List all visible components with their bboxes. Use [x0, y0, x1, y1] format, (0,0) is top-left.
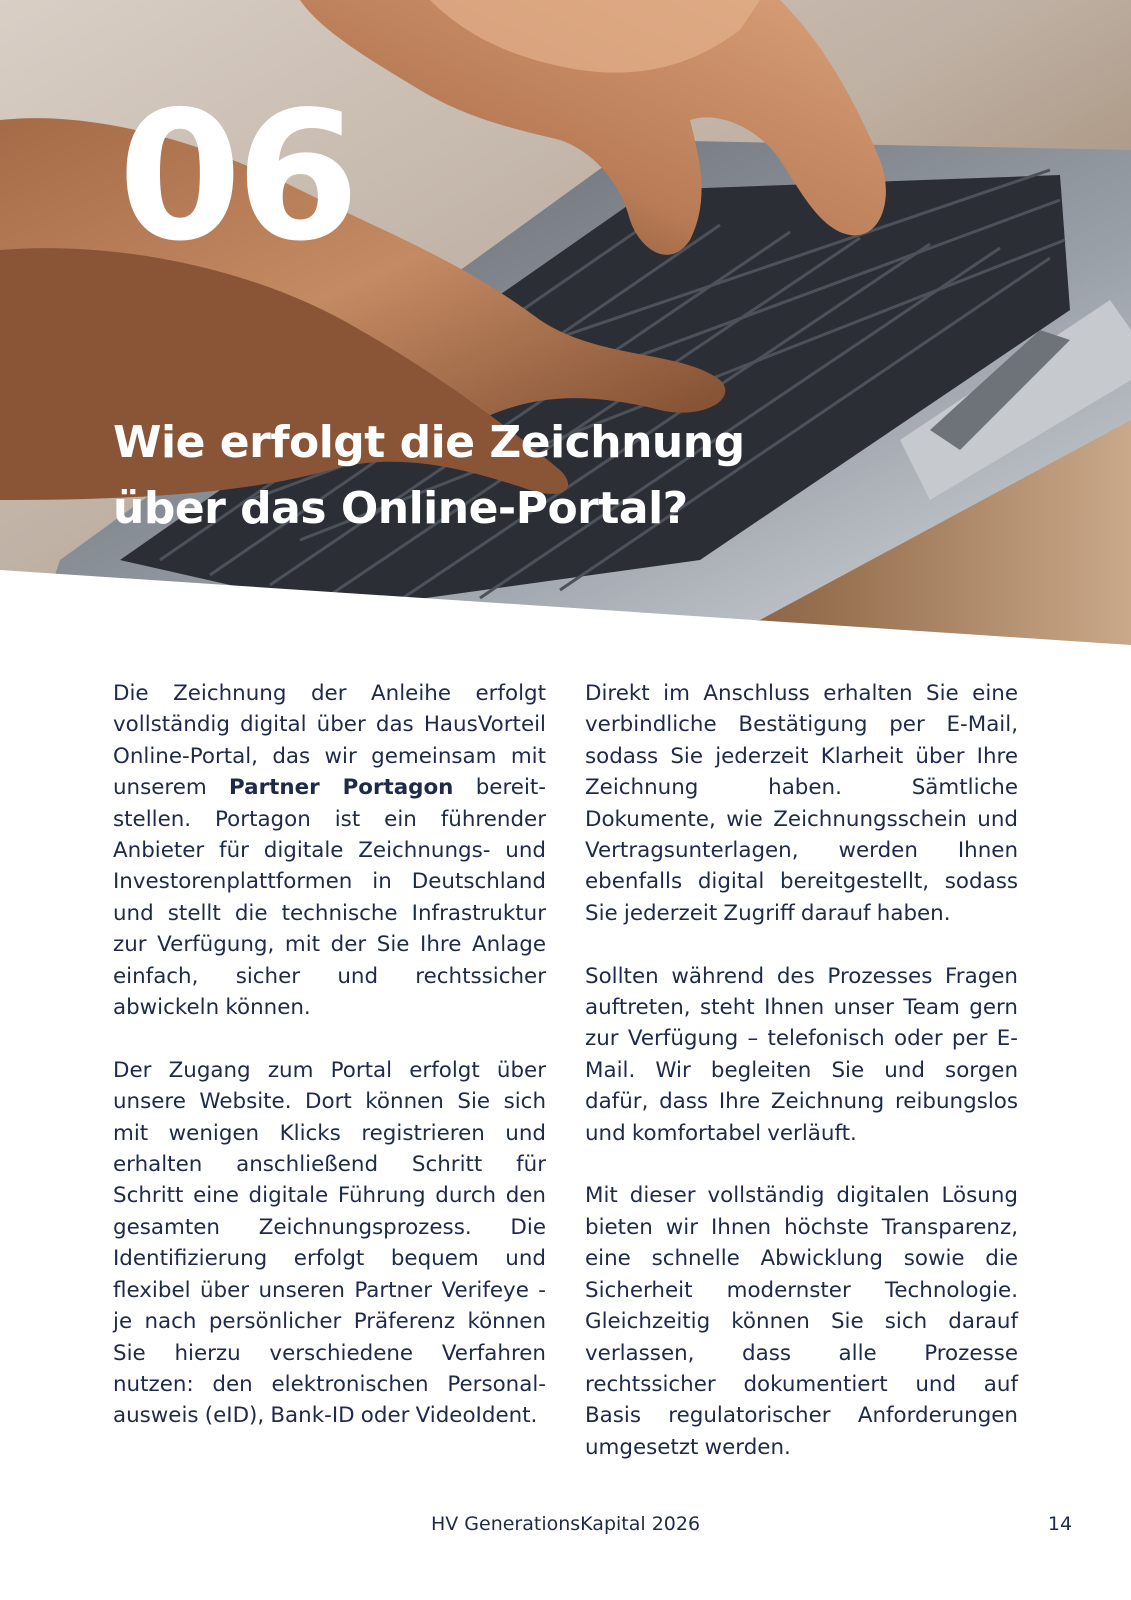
section-number: 06 — [118, 73, 354, 280]
text-fragment: bereit- — [453, 775, 546, 801]
text-line: Direkt im Anschluss erhalten Sie eine — [585, 681, 1018, 706]
text-fragment: unserem — [113, 775, 230, 801]
text-line: nutzen: den elektronischen Personal- — [113, 1371, 546, 1397]
text-line: Sollten während des Prozesses Fragen — [585, 963, 1018, 989]
text-line: gesamten Zeichnungsprozess. Die — [113, 1214, 546, 1240]
text-line: verlassen, dass alle Prozesse — [585, 1340, 1018, 1366]
page-title — [113, 410, 813, 542]
partner-highlight: Partner Portagon — [229, 775, 454, 801]
right-paragraph-1 — [585, 678, 1018, 929]
left-paragraph-1 — [113, 678, 546, 1023]
text-line: Basis regulatorischer Anforderungen — [585, 1403, 1018, 1429]
text-line: zur Verfügung – telefonisch oder per E- — [585, 1026, 1018, 1052]
text-line: stellen. Portagon ist ein führender — [113, 806, 546, 832]
text-line: Sie hierzu verschiedene Verfahren — [113, 1340, 546, 1366]
text-line: vollständig digital über das HausVorteil — [113, 712, 546, 738]
hero-section — [0, 0, 1131, 645]
text-line: ebenfalls digital bereitgestellt, sodass — [585, 869, 1018, 895]
text-line-with-bold — [113, 772, 546, 803]
text-line: Online-Portal, das wir gemeinsam mit — [113, 743, 546, 769]
right-paragraph-2 — [585, 961, 1018, 1149]
text-line: rechtssicher dokumentiert und auf — [585, 1371, 1018, 1397]
text-line: Dokumente, wie Zeichnungsschein und — [585, 806, 1018, 832]
text-line: und komfortabel verläuft. — [585, 1120, 857, 1146]
text-line: Zeichnung haben. Sämtliche — [585, 775, 1018, 801]
right-paragraph-3 — [585, 1180, 1018, 1463]
text-line: Die Zeichnung der Anleihe erfolgt — [113, 681, 546, 706]
text-line: Schritt eine digitale Führung durch den — [113, 1183, 546, 1209]
text-line: dafür, dass Ihre Zeichnung reibungslos — [585, 1089, 1018, 1115]
text-line: und stellt die technische Infrastruktur — [113, 900, 546, 926]
text-line: flexibel über unseren Partner Verifeye - — [113, 1277, 546, 1303]
page-number: 14 — [1047, 1513, 1073, 1535]
text-line: einfach, sicher und rechtssicher — [113, 963, 546, 989]
text-line: Sicherheit modernster Technologie. — [585, 1277, 1018, 1303]
text-line: Identifizierung erfolgt bequem und — [113, 1246, 546, 1272]
text-line: Mail. Wir begleiten Sie und sorgen — [585, 1057, 1018, 1083]
right-column — [585, 678, 1018, 1495]
text-line: zur Verfügung, mit der Sie Ihre Anlage — [113, 932, 546, 958]
text-line: bieten wir Ihnen höchste Transparenz, — [585, 1214, 1018, 1240]
text-line: Sie jederzeit Zugriff darauf haben. — [585, 900, 951, 926]
left-column — [113, 678, 546, 1463]
text-line: je nach persönlicher Präferenz können — [113, 1309, 546, 1335]
text-line: auftreten, steht Ihnen unser Team gern — [585, 995, 1018, 1021]
text-line: Gleichzeitig können Sie sich darauf — [585, 1309, 1018, 1335]
text-line: erhalten anschließend Schritt für — [113, 1152, 546, 1178]
text-line: umgesetzt werden. — [585, 1434, 791, 1460]
text-line: sodass Sie jederzeit Klarheit über Ihre — [585, 743, 1018, 769]
page-title-line-2: über das Online-Portal? — [113, 483, 688, 534]
text-line: ausweis (eID), Bank-ID oder VideoIdent. — [113, 1403, 538, 1429]
text-line: Investorenplattformen in Deutschland — [113, 869, 546, 895]
footer-document-title: HV GenerationsKapital 2026 — [430, 1513, 701, 1535]
text-line: abwickeln können. — [113, 995, 311, 1021]
page-title-line-1: Wie erfolgt die Zeichnung — [113, 417, 745, 468]
left-paragraph-2 — [113, 1055, 546, 1432]
text-line: verbindliche Bestätigung per E-Mail, — [585, 712, 1018, 738]
text-line: unsere Website. Dort können Sie sich — [113, 1089, 546, 1115]
text-line: eine schnelle Abwicklung sowie die — [585, 1246, 1018, 1272]
text-line: Vertragsunterlagen, werden Ihnen — [585, 838, 1018, 864]
text-line: Mit dieser vollständig digitalen Lösung — [585, 1183, 1018, 1209]
text-line: Anbieter für digitale Zeichnungs- und — [113, 838, 546, 864]
text-line: Der Zugang zum Portal erfolgt über — [113, 1057, 546, 1083]
text-line: mit wenigen Klicks registrieren und — [113, 1120, 546, 1146]
